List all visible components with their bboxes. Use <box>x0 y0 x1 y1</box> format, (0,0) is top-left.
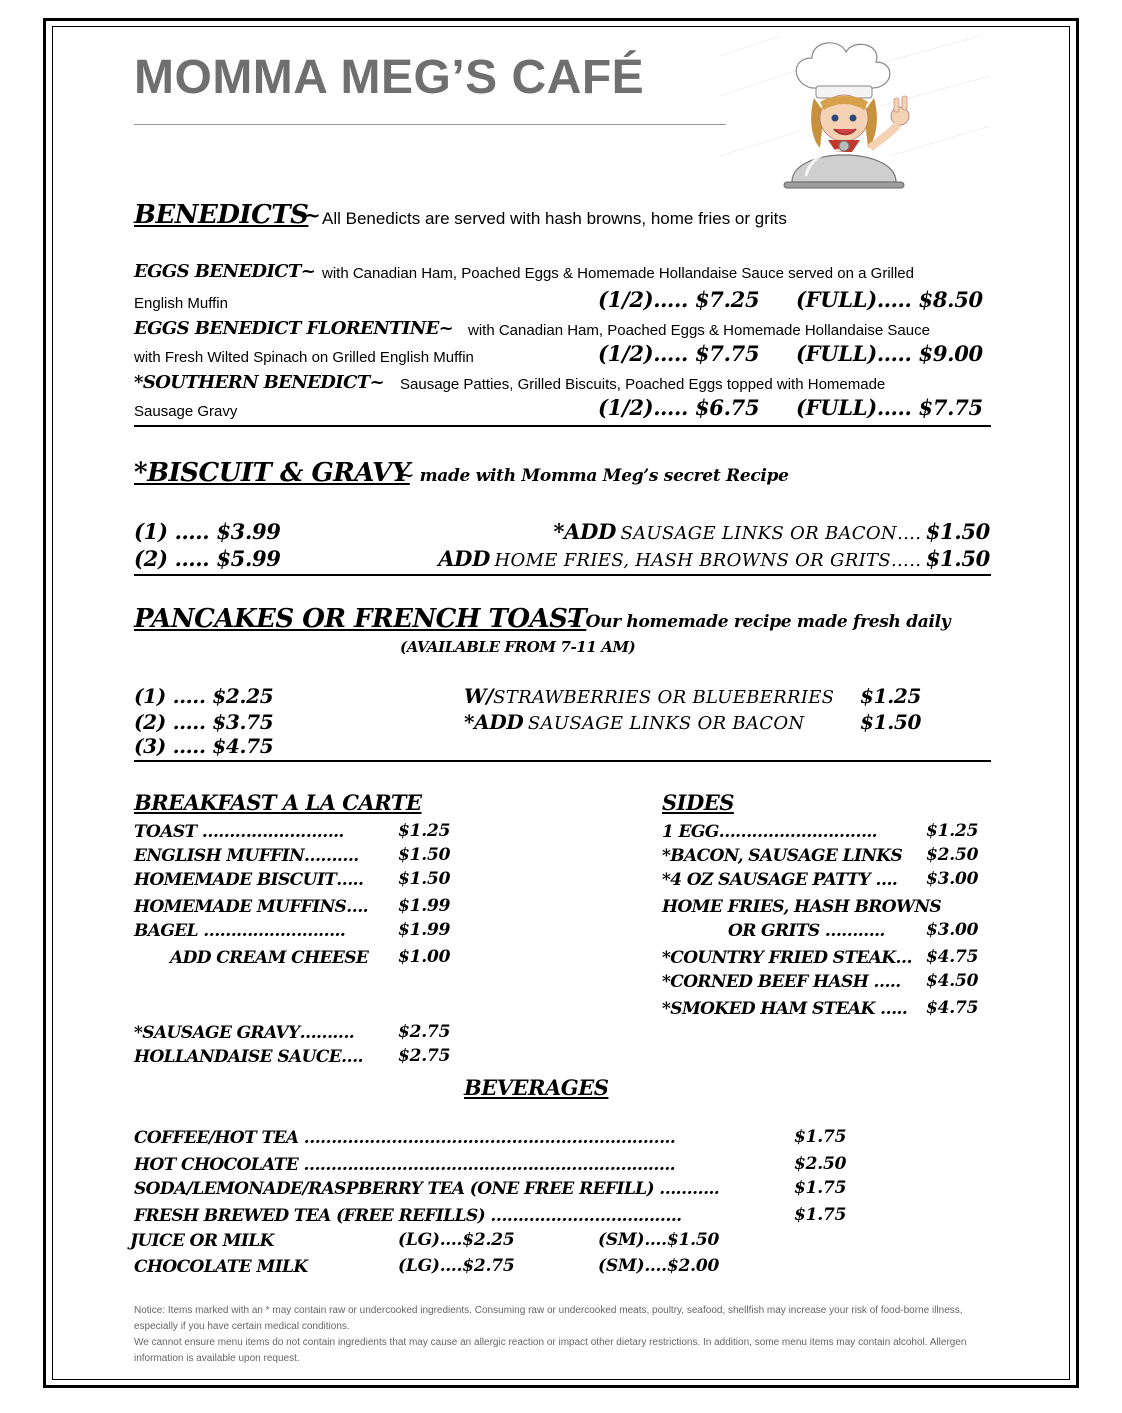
benedict-half-price: (1/2)….. $7.25 <box>598 287 760 312</box>
alacarte-item-name: ENGLISH MUFFIN………. <box>134 846 359 866</box>
alacarte-item-price: $2.75 <box>398 1046 451 1066</box>
juice-small-price: (SM)….$1.50 <box>598 1230 720 1250</box>
benedicts-dash: ~ <box>304 203 321 227</box>
beverage-item-price: $1.75 <box>794 1127 847 1147</box>
alacarte-item-price: $1.50 <box>398 845 451 865</box>
section-divider <box>134 760 991 762</box>
chef-mascot-icon <box>720 36 990 196</box>
alacarte-item-name: *SAUSAGE GRAVY………. <box>134 1023 355 1043</box>
sides-heading: SIDES <box>662 790 734 815</box>
alacarte-item-price: $1.25 <box>398 821 451 841</box>
cafe-title: MOMMA MEG’S CAFÉ <box>134 51 645 104</box>
addon-price: $1.50 <box>925 546 990 571</box>
beverage-item-name: HOT CHOCOLATE ………………………………………………………….. <box>134 1155 675 1175</box>
notice-line-2: We cannot ensure menu items do not contain ingredients that may cause an allergic reaction or impact other dietary restrictions. In addition, some menu items may contain alcohol. Allergen information is available upon request. <box>134 1337 967 1364</box>
side-item-price: $4.75 <box>926 947 979 967</box>
side-item-name: HOME FRIES, HASH BROWNS <box>662 897 942 917</box>
beverage-item-name: FRESH BREWED TEA (FREE REFILLS) …………………………….. <box>134 1206 682 1226</box>
side-item-name: *CORNED BEEF HASH ….. <box>662 972 901 992</box>
chocolate-milk-name: CHOCOLATE MILK <box>134 1257 308 1277</box>
addon-text: HOME FRIES, HASH BROWNS OR GRITS….. <box>494 550 922 571</box>
biscuit-addon-1 <box>553 519 990 544</box>
alacarte-item-price: $1.50 <box>398 869 451 889</box>
alacarte-item-name: TOAST …………………….. <box>134 822 344 842</box>
alacarte-item-name: HOMEMADE MUFFINS…. <box>134 897 368 917</box>
chocolate-milk-large-price: (LG)….$2.75 <box>398 1256 515 1276</box>
addon-label: W/ <box>464 684 494 708</box>
side-item-name: *SMOKED HAM STEAK ….. <box>662 999 908 1019</box>
pancakes-addon-1 <box>464 684 834 708</box>
alacarte-item-price: $1.99 <box>398 896 451 916</box>
pancakes-heading: PANCAKES OR FRENCH TOAST <box>134 604 587 634</box>
addon-text: STRAWBERRIES OR BLUEBERRIES <box>493 687 835 708</box>
alacarte-item-name: BAGEL …………………….. <box>134 921 346 941</box>
beverage-item-price: $1.75 <box>794 1205 847 1225</box>
side-item-price: $4.50 <box>926 971 979 991</box>
section-divider <box>134 574 991 576</box>
pancakes-availability: (AVAILABLE FROM 7-11 AM) <box>400 638 636 656</box>
alacarte-heading: BREAKFAST A LA CARTE <box>134 790 422 815</box>
juice-name: JUICE OR MILK <box>130 1231 274 1251</box>
addon-label: ADD <box>438 546 491 571</box>
side-item-name: OR GRITS ……….. <box>728 921 885 941</box>
benedicts-heading: BENEDICTS <box>134 200 309 230</box>
biscuit-price-2: (2) ….. $5.99 <box>134 546 281 571</box>
chocolate-milk-small-price: (SM)….$2.00 <box>598 1256 720 1276</box>
benedict-full-price: (FULL)….. $7.75 <box>796 395 983 420</box>
benedict-item-name: EGGS BENEDICT~ <box>134 261 316 282</box>
pancakes-note: ~ Our homemade recipe made fresh daily <box>566 612 951 632</box>
section-divider <box>134 425 991 427</box>
pancakes-addon-2 <box>464 710 804 734</box>
biscuit-note: ~ made with Momma Meg’s secret Recipe <box>400 466 789 486</box>
benedict-half-price: (1/2)….. $6.75 <box>598 395 760 420</box>
benedicts-note: All Benedicts are served with hash browns, home fries or grits <box>322 209 787 228</box>
side-item-price: $2.50 <box>926 845 979 865</box>
benedict-item-name: EGGS BENEDICT FLORENTINE~ <box>134 318 454 339</box>
title-underline <box>134 124 726 125</box>
side-item-name: *4 OZ SAUSAGE PATTY …. <box>662 870 898 890</box>
addon-price: $1.25 <box>860 684 922 708</box>
side-item-price: $3.00 <box>926 920 979 940</box>
benedict-item-desc: English Muffin <box>134 295 228 312</box>
beverage-item-price: $1.75 <box>794 1178 847 1198</box>
pancakes-price-3: (3) ….. $4.75 <box>134 734 274 758</box>
side-item-price: $1.25 <box>926 821 979 841</box>
benedict-item-desc: Sausage Patties, Grilled Biscuits, Poached Eggs topped with Homemade <box>400 376 886 393</box>
pancakes-price-2: (2) ….. $3.75 <box>134 710 274 734</box>
biscuit-addon-2 <box>438 546 990 571</box>
alacarte-item-price: $1.00 <box>398 947 451 967</box>
alacarte-item-price: $1.99 <box>398 920 451 940</box>
benedict-half-price: (1/2)….. $7.75 <box>598 341 760 366</box>
beverage-item-name: COFFEE/HOT TEA ………………………………………………………….. <box>134 1128 676 1148</box>
biscuit-price-1: (1) ….. $3.99 <box>134 519 281 544</box>
side-item-name: *BACON, SAUSAGE LINKS <box>662 846 903 866</box>
addon-label: *ADD <box>464 710 524 734</box>
side-item-price: $4.75 <box>926 998 979 1018</box>
side-item-name: 1 EGG……………………….. <box>662 822 877 842</box>
beverage-item-price: $2.50 <box>794 1154 847 1174</box>
beverages-heading: BEVERAGES <box>464 1075 609 1100</box>
benedict-item-name: *SOUTHERN BENEDICT~ <box>134 372 385 393</box>
beverage-item-name: SODA/LEMONADE/RASPBERRY TEA (ONE FREE REFILL) ……….. <box>134 1179 720 1199</box>
juice-large-price: (LG)….$2.25 <box>398 1230 515 1250</box>
addon-price: $1.50 <box>925 519 990 544</box>
side-item-price: $3.00 <box>926 869 979 889</box>
benedict-full-price: (FULL)….. $9.00 <box>796 341 983 366</box>
benedict-item-desc: Sausage Gravy <box>134 403 238 420</box>
benedict-item-desc: with Canadian Ham, Poached Eggs & Homemade Hollandaise Sauce <box>468 322 930 339</box>
benedict-item-desc: with Canadian Ham, Poached Eggs & Homemade Hollandaise Sauce served on a Grilled <box>322 265 914 282</box>
addon-price: $1.50 <box>860 710 922 734</box>
side-item-name: *COUNTRY FRIED STEAK… <box>662 948 912 968</box>
alacarte-item-name: HOMEMADE BISCUIT….. <box>134 870 364 890</box>
addon-text: SAUSAGE LINKS OR BACON <box>527 713 805 734</box>
pancakes-price-1: (1) ….. $2.25 <box>134 684 274 708</box>
biscuit-heading: *BISCUIT & GRAVY <box>134 458 410 488</box>
alacarte-item-name: ADD CREAM CHEESE <box>170 948 369 968</box>
alacarte-item-price: $2.75 <box>398 1022 451 1042</box>
benedict-item-desc: with Fresh Wilted Spinach on Grilled English Muffin <box>134 349 474 366</box>
addon-label: *ADD <box>553 519 616 544</box>
addon-text: SAUSAGE LINKS OR BACON…. <box>620 523 922 544</box>
notice-line-1: Notice: Items marked with an * may contain raw or undercooked ingredients. Consuming raw or undercooked meats, poultry, seafood, shellfish may increase your risk of food-borne illness, especially if you have certain medical conditions. <box>134 1305 963 1332</box>
alacarte-item-name: HOLLANDAISE SAUCE…. <box>134 1047 363 1067</box>
benedict-full-price: (FULL)….. $8.50 <box>796 287 983 312</box>
